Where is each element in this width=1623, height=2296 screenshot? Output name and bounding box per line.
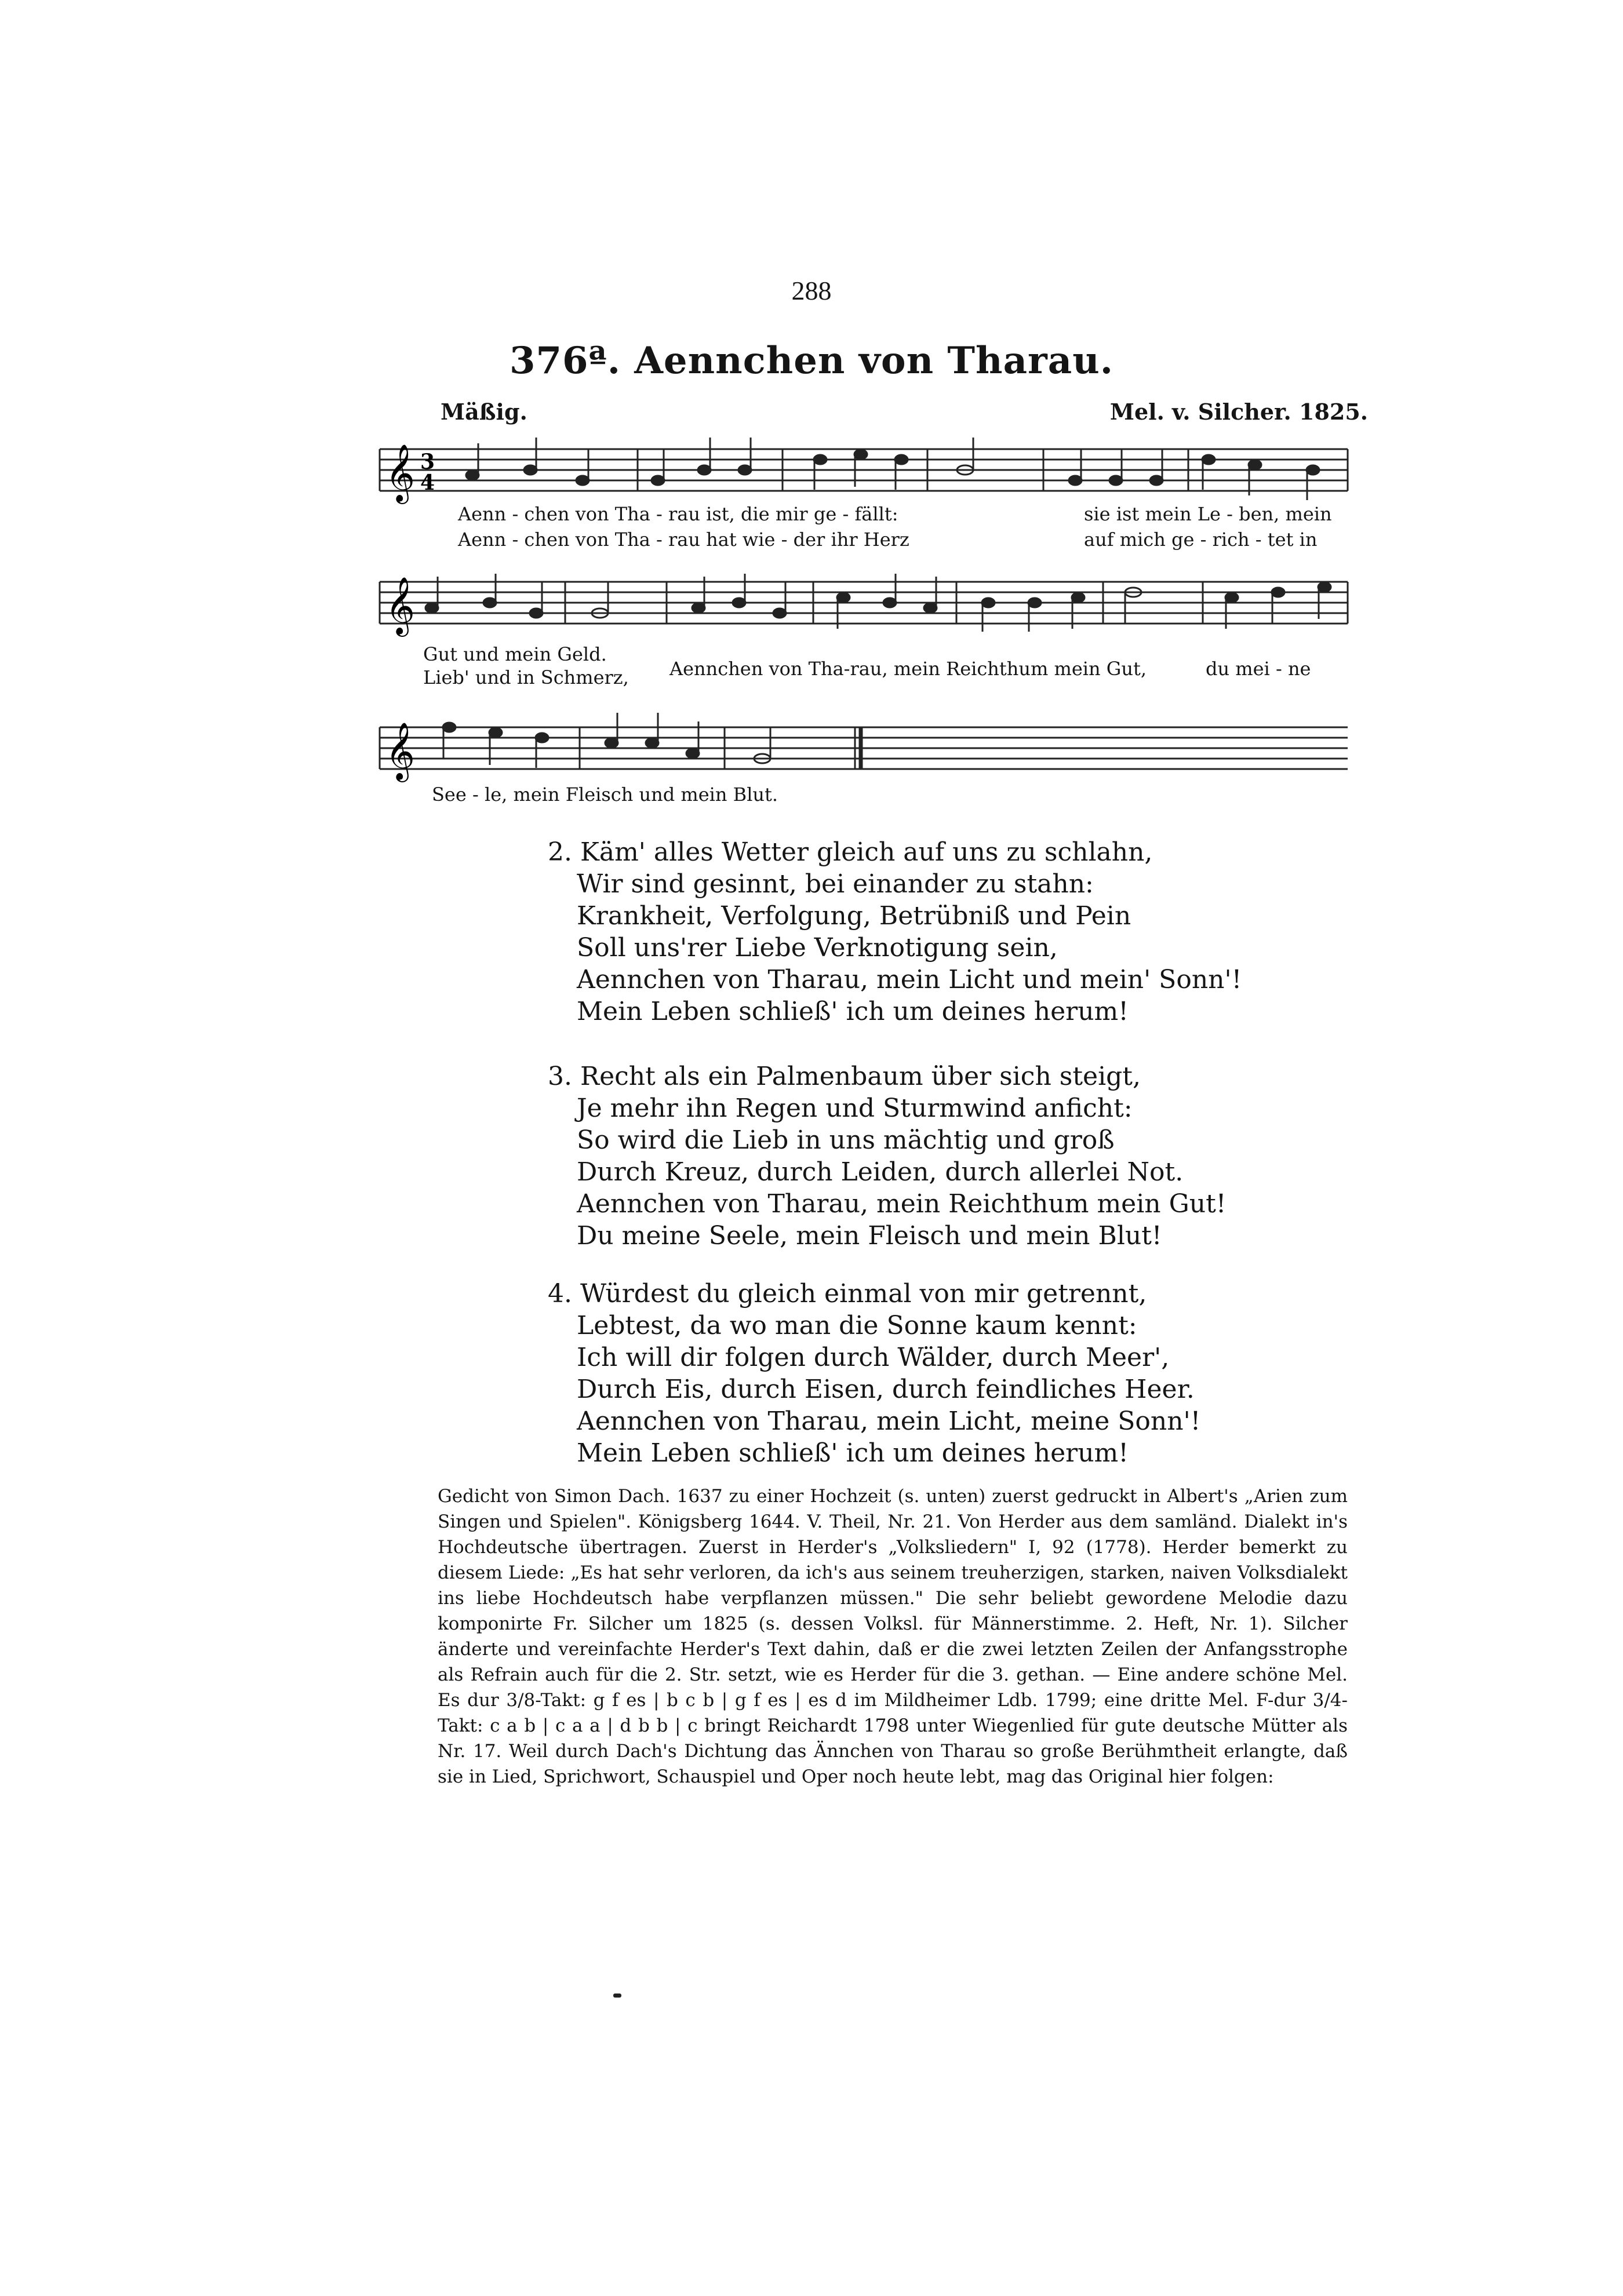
stanza-line: Aennchen von Tharau, mein Licht, meine Sonn'! bbox=[577, 1406, 1201, 1436]
stanza-line: Soll uns'rer Liebe Verknotigung sein, bbox=[577, 933, 1058, 963]
lyric-line: Aenn - chen von Tha - rau ist, die mir ge - fällt: bbox=[458, 503, 898, 525]
svg-text:3: 3 bbox=[420, 450, 435, 474]
lyric-line: See - le, mein Fleisch und mein Blut. bbox=[432, 783, 778, 806]
lyric-line: Lieb' und in Schmerz, bbox=[423, 666, 629, 688]
song-title: 376ª. Aennchen von Tharau. bbox=[509, 339, 1114, 382]
stanza-line: Aennchen von Tharau, mein Reichthum mein Gut! bbox=[577, 1189, 1227, 1219]
staff-1-notation bbox=[374, 432, 1353, 513]
svg-text:𝄞: 𝄞 bbox=[385, 722, 415, 780]
stanza-line: Ich will dir folgen durch Wälder, durch Meer', bbox=[577, 1343, 1170, 1372]
stanza-line: Aennchen von Tharau, mein Licht und mein' Sonn'! bbox=[577, 965, 1242, 994]
music-staff-1 bbox=[374, 432, 1353, 513]
melody-credit: Mel. v. Silcher. 1825. bbox=[1109, 399, 1368, 425]
stanza-number: 3. bbox=[548, 1062, 572, 1091]
stanza-line: Je mehr ihn Regen und Sturmwind anficht: bbox=[577, 1094, 1133, 1123]
music-staff-2 bbox=[374, 574, 1353, 655]
tempo-marking: Mäßig. bbox=[441, 399, 527, 425]
stanza bbox=[548, 1060, 1226, 1252]
stanza-line: Krankheit, Verfolgung, Betrübniß und Pein bbox=[577, 901, 1131, 931]
staff-3-notation bbox=[374, 710, 1353, 791]
stanza-line: 3. Recht als ein Palmenbaum über sich steigt, bbox=[548, 1062, 1141, 1091]
stanza-line: Wir sind gesinnt, bei einander zu stahn: bbox=[577, 869, 1094, 899]
stanza-line: Lebtest, da wo man die Sonne kaum kennt: bbox=[577, 1311, 1137, 1340]
lyric-line: Gut und mein Geld. bbox=[423, 643, 607, 665]
print-speck bbox=[613, 1993, 621, 1998]
svg-text:4: 4 bbox=[420, 471, 435, 495]
music-staff-3 bbox=[374, 710, 1353, 791]
stanza-line: Durch Eis, durch Eisen, durch feindliches Heer. bbox=[577, 1375, 1195, 1404]
stanza-line: Mein Leben schließ' ich um deines herum! bbox=[577, 1438, 1129, 1468]
commentary-text: Gedicht von Simon Dach. 1637 zu einer Hochzeit (s. unten) zuerst gedruckt in Albert's „Arien zum Singen und Spielen". Königsberg 1644. V. Theil, Nr. 21. Von Herder aus dem samländ. Dialekt in's Hochdeutsche übertragen. Zuerst in Herder's „Volksliedern" I, 92 (1778). Herder bemerkt zu diesem Liede: „Es hat sehr verloren, da ich's aus seinem treuherzigen, starken, naiven Volksdialekt ins liebe Hochdeutsch habe verpflanzen müssen." Die sehr beliebt gewordene Melodie dazu komponirte Fr. Silcher um 1825 (s. dessen Volksl. für Männerstimme. 2. Heft, Nr. 1). Silcher änderte und vereinfachte Herder's Text dahin, daß er die zwei letzten Zeilen der Anfangsstrophe als Refrain auch für die 2. Str. setzt, wie es Herder für die 3. gethan. — Eine andere schöne Mel. Es dur 3/8-Takt: g f es | b c b | g f es | es d im Mildheimer Ldb. 1799; eine dritte Mel. F-dur 3/4-Takt: c a b | c a a | d b b | c bringt Reichardt 1798 unter Wiegenlied für gute deutsche Mütter als Nr. 17. Weil durch Dach's Dichtung das Ännchen von Tharau so große Berühmtheit erlangte, daß sie in Lied, Sprichwort, Schauspiel und Oper noch heute lebt, mag das Original hier folgen: bbox=[438, 1486, 1348, 1787]
stanza-line: 4. Würdest du gleich einmal von mir getrennt, bbox=[548, 1279, 1147, 1309]
lyric-line: Aennchen von Tha-rau, mein Reichthum mein Gut, bbox=[669, 658, 1147, 680]
staff-2-notation bbox=[374, 574, 1353, 655]
page-number: 288 bbox=[791, 276, 832, 305]
stanza-number: 2. bbox=[548, 837, 572, 867]
stanza-line: Durch Kreuz, durch Leiden, durch allerlei Not. bbox=[577, 1157, 1184, 1187]
stanza-line: Mein Leben schließ' ich um deines herum! bbox=[577, 997, 1129, 1026]
stanza-line: 2. Käm' alles Wetter gleich auf uns zu schlahn, bbox=[548, 837, 1153, 867]
lyric-line: auf mich ge - rich - tet in bbox=[1084, 529, 1318, 551]
lyric-line: du mei - ne bbox=[1206, 658, 1311, 680]
lyric-line: Aenn - chen von Tha - rau hat wie - der ihr Herz bbox=[458, 529, 909, 551]
stanza bbox=[548, 836, 1242, 1027]
stanza-line: So wird die Lieb in uns mächtig und groß bbox=[577, 1125, 1115, 1155]
stanza-number: 4. bbox=[548, 1279, 572, 1309]
commentary-footnote bbox=[438, 1484, 1348, 1790]
stanza-line: Du meine Seele, mein Fleisch und mein Blut! bbox=[577, 1221, 1162, 1251]
stanza bbox=[548, 1278, 1200, 1469]
svg-text:𝄞: 𝄞 bbox=[385, 577, 415, 635]
lyric-line: sie ist mein Le - ben, mein bbox=[1084, 503, 1332, 525]
svg-text:𝄞: 𝄞 bbox=[385, 444, 415, 502]
